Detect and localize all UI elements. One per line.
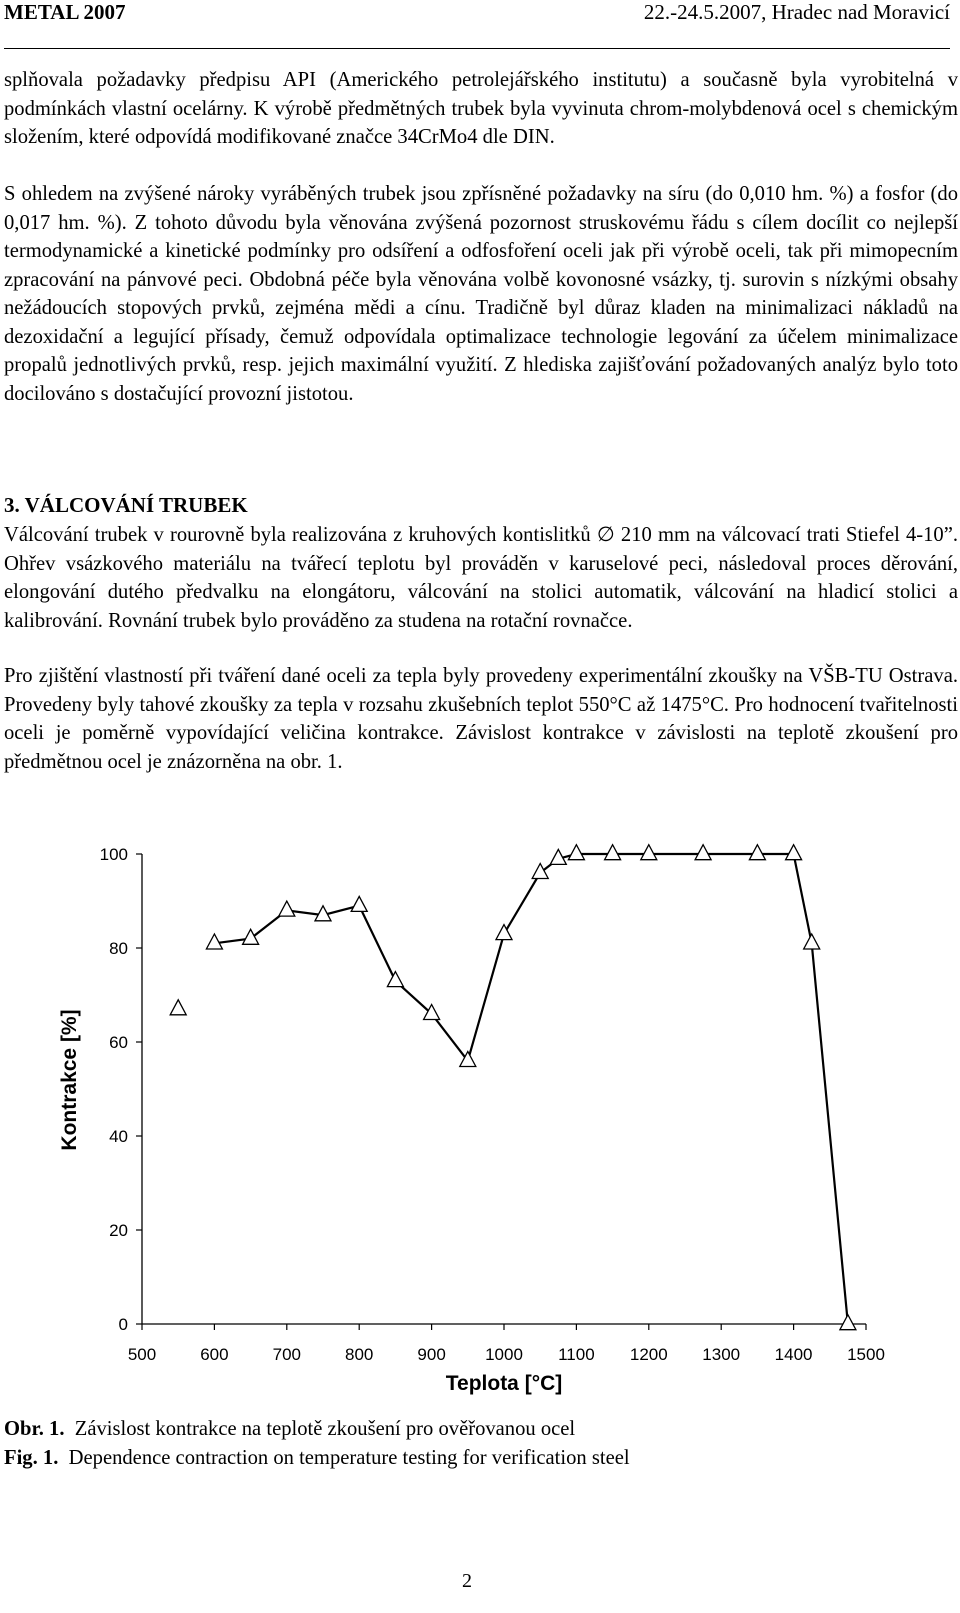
x-tick-label: 500 bbox=[127, 1345, 157, 1364]
conference-date-place: 22.-24.5.2007, Hradec nad Moravicí bbox=[643, 0, 950, 24]
triangle-marker bbox=[279, 901, 295, 916]
series-line bbox=[214, 854, 848, 1324]
paragraph-3: Válcování trubek v rourovně byla realizována z kruhových kontislitků ∅ 210 mm na válcovací trati Stiefel 4-10”. Ohřev vsázkového materiálu na tvářecí teplotu byl prováděn v karuselové peci, následoval proces děrování, elongování dutého předvalku na elongátoru, válcování na stolici automatik, válcování na hladicí stolici a kalibrování. Rovnání trubek bylo prováděno za studena na rotační rovnačce. bbox=[4, 524, 958, 632]
x-tick-label: 600 bbox=[200, 1345, 229, 1364]
x-tick-label: 1000 bbox=[485, 1345, 523, 1364]
y-tick-label: 100 bbox=[99, 845, 128, 864]
chart-series bbox=[214, 854, 848, 1324]
x-tick-label: 800 bbox=[345, 1345, 374, 1364]
x-tick-label: 1100 bbox=[558, 1345, 595, 1364]
x-tick-label: 900 bbox=[417, 1345, 446, 1364]
triangle-marker bbox=[532, 864, 548, 879]
figure-caption-cz bbox=[4, 1418, 575, 1441]
page-header bbox=[4, 0, 950, 49]
conference-name: METAL 2007 bbox=[4, 0, 126, 24]
figure-caption-en bbox=[4, 1447, 630, 1470]
section-title: 3. VÁLCOVÁNÍ TRUBEK bbox=[4, 493, 248, 517]
triangle-marker bbox=[641, 845, 657, 860]
triangle-marker bbox=[351, 896, 367, 911]
x-axis-label: Teplota [°C] bbox=[445, 1372, 563, 1395]
triangle-marker bbox=[387, 972, 403, 987]
triangle-marker bbox=[749, 845, 765, 860]
triangle-marker bbox=[568, 845, 584, 860]
triangle-marker bbox=[695, 845, 711, 860]
triangle-marker bbox=[804, 934, 820, 949]
caption-text-en: Dependence contraction on temperature testing for verification steel bbox=[68, 1447, 630, 1469]
y-axis-label: Kontrakce [%] bbox=[58, 1009, 81, 1151]
y-tick-label: 40 bbox=[109, 1127, 128, 1146]
caption-text-cz: Závislost kontrakce na teplotě zkoušení pro ověřovanou ocel bbox=[74, 1418, 576, 1440]
x-tick-label: 1400 bbox=[774, 1345, 813, 1364]
triangle-marker bbox=[424, 1005, 440, 1020]
y-tick-label: 80 bbox=[109, 939, 128, 958]
triangle-marker bbox=[496, 925, 512, 940]
paragraph-1: splňovala požadavky předpisu API (Amerického petrolejářského institutu) a současně byla vyrobitelná v podmínkách vlastní ocelárny. K výrobě předmětných trubek byla vyvinuta chrom-molybdenová ocel s chemickým složením, které odpovídá modifikované značce 34CrMo4 dle DIN. bbox=[4, 69, 958, 148]
triangle-marker bbox=[840, 1315, 856, 1330]
page-number: 2 bbox=[462, 1570, 472, 1592]
x-tick-label: 1200 bbox=[629, 1345, 668, 1364]
x-tick-label: 1300 bbox=[702, 1345, 741, 1364]
caption-label-cz: Obr. 1. bbox=[4, 1418, 65, 1440]
triangle-marker bbox=[243, 929, 259, 944]
contraction-chart bbox=[0, 820, 960, 1410]
paragraph-2: S ohledem na zvýšené nároky vyráběných trubek jsou zpřísněné požadavky na síru (do 0,010 hm. %) a fosfor (do 0,017 hm. %). Z tohoto důvodu byla věnována zvýšená pozornost struskovému řádu s cílem docílit co nejlepší termodynamické a kinetické podmínky pro odsíření a odfosfoření oceli jak při výrobě oceli, tak při mimopecním zpracování na pánvové peci. Obdobná péče byla věnována volbě kovonosné vsázky, tj. surovin s nízkými obsahy nežádoucích stopových prvků, zejména mědi a cínu. Tradičně byl důraz kladen na minimalizaci nákladů na dezoxidační a legující přísady, čemuž odpovídala optimalizace technologie legování za účelem minimalizace propalů jednotlivých prvků, resp. jejich maximální využití. Z hlediska zajišťování požadovaných analýz bylo toto docilováno s dostačující provozní jistotou. bbox=[4, 183, 958, 405]
y-tick-label: 20 bbox=[109, 1221, 128, 1240]
paragraph-4: Pro zjištění vlastností při tváření dané oceli za tepla byly provedeny experimentální zkoušky na VŠB-TU Ostrava. Provedeny byly tahové zkoušky za tepla v rozsahu zkušebních teplot 550°C až 1475°C. Pro hodnocení tvařitelnosti oceli je poměrně vypovídající veličina kontrakce. Závislost kontrakce v závislosti na teplotě zkoušení pro předmětnou ocel je znázorněna na obr. 1. bbox=[4, 665, 958, 773]
triangle-marker bbox=[605, 845, 621, 860]
triangle-marker bbox=[170, 1000, 186, 1015]
x-tick-label: 700 bbox=[272, 1345, 301, 1364]
y-tick-label: 0 bbox=[118, 1315, 128, 1334]
x-tick-label: 1500 bbox=[847, 1345, 885, 1364]
triangle-marker bbox=[786, 845, 802, 860]
caption-label-en: Fig. 1. bbox=[4, 1447, 59, 1469]
y-tick-label: 60 bbox=[109, 1033, 128, 1052]
chart-ticks bbox=[100, 845, 885, 1364]
